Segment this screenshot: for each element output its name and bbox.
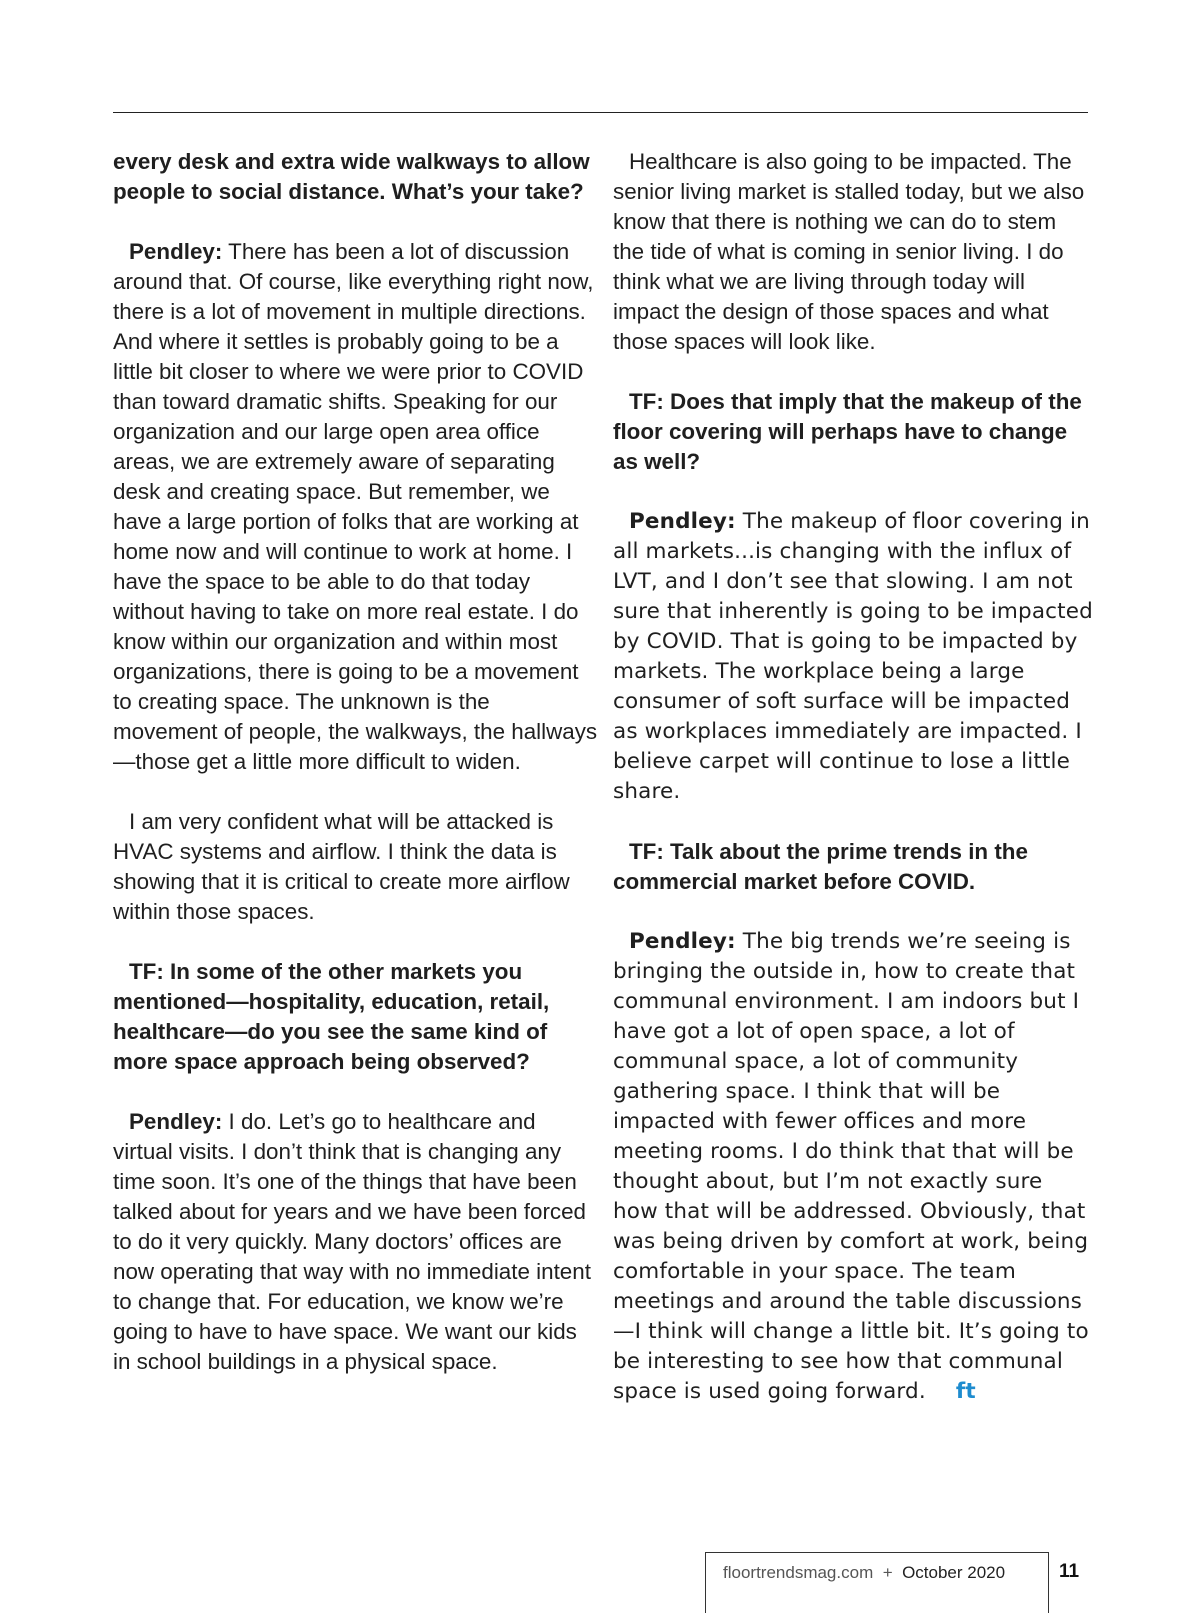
question-continued: every desk and extra wide walkways to allow people to social distance. What’s your take? [113, 149, 590, 204]
speaker-label: Pendley: [129, 1109, 223, 1134]
question-heading: TF: In some of the other markets you mentioned—hospitality, education, retail, healthcare—do you see the same kind of more space approach being observed? [113, 959, 550, 1074]
answer-paragraph: Healthcare is also going to be impacted. The senior living market is stalled today, but we also know that there is nothing we can do to stem the tide of what is coming in senior living. I do think what we are living through today will impact the design of those spaces and what those spaces will look like. [613, 149, 1085, 354]
page-number: 11 [1059, 1561, 1080, 1582]
footer-date: October 2020 [902, 1563, 1006, 1582]
right-column [613, 147, 1093, 1437]
top-rule [113, 112, 1088, 113]
left-column [113, 147, 598, 1407]
footer-website-link[interactable]: floortrendsmag.com [723, 1563, 874, 1582]
answer-text: There has been a lot of discussion around that. Of course, like everything right now, there is a lot of movement in multiple directions. And where it settles is probably going to be a little bit closer to where we were prior to COVID than toward dramatic shifts. Speaking for our organization and our large open area office areas, we are extremely aware of separating desk and creating space. But remember, we have a large portion of folks that are working at home now and will continue to work at home. I have the space to be able to do that today without having to take on more real estate. I do know within our organization and within most organizations, there is going to be a movement to creating space. The unknown is the movement of people, the walkways, the hallways—those get a little more difficult to widen. [113, 239, 598, 774]
footer-separator: + [882, 1563, 893, 1582]
answer-text: I do. Let’s go to healthcare and virtual visits. I don’t think that is changing any time soon. It’s one of the things that have been talked about for years and we have been forced to do it very quickly. Many doctors’ offices are now operating that way with no immediate intent to change that. For education, we know we’re going to have to have space. We want our kids in school buildings in a physical space. [113, 1109, 591, 1374]
answer-paragraph [113, 1107, 598, 1377]
answer-paragraph: I am very confident what will be attacked is HVAC systems and airflow. I think the data is showing that it is critical to create more airflow within those spaces. [113, 809, 570, 924]
answer-text: The big trends we’re seeing is bringing the outside in, how to create that communal environment. I am indoors but I have got a lot of open space, a lot of communal space, a lot of community gathering space. I think that will be impacted with fewer offices and more meeting rooms. I do think that that will be thought about, but I’m not exactly sure how that will be addressed. Obviously, that was being driven by comfort at work, being comfortable in your space. The team meetings and around the table discussions—I think will change a little bit. It’s going to be interesting to see how that communal space is used going forward. [613, 929, 1089, 1404]
answer-paragraph [613, 507, 1093, 807]
speaker-label: Pendley: [629, 509, 736, 534]
question-heading: TF: Does that imply that the makeup of the floor covering will perhaps have to change as well? [613, 389, 1082, 474]
answer-paragraph [613, 927, 1093, 1407]
speaker-label: Pendley: [129, 239, 223, 264]
question-heading: TF: Talk about the prime trends in the commercial market before COVID. [613, 839, 1028, 894]
end-mark-icon: ft [955, 1379, 976, 1404]
speaker-label: Pendley: [629, 929, 736, 954]
answer-paragraph [113, 237, 598, 777]
answer-text: The makeup of floor covering in all markets...is changing with the influx of LVT, and I don’t see that slowing. I am not sure that inherently is going to be impacted by COVID. That is going to be impacted by markets. The workplace being a large consumer of soft surface will be impacted as workplaces immediately are impacted. I believe carpet will continue to lose a little share. [613, 509, 1093, 804]
footer-folio [723, 1563, 1005, 1583]
